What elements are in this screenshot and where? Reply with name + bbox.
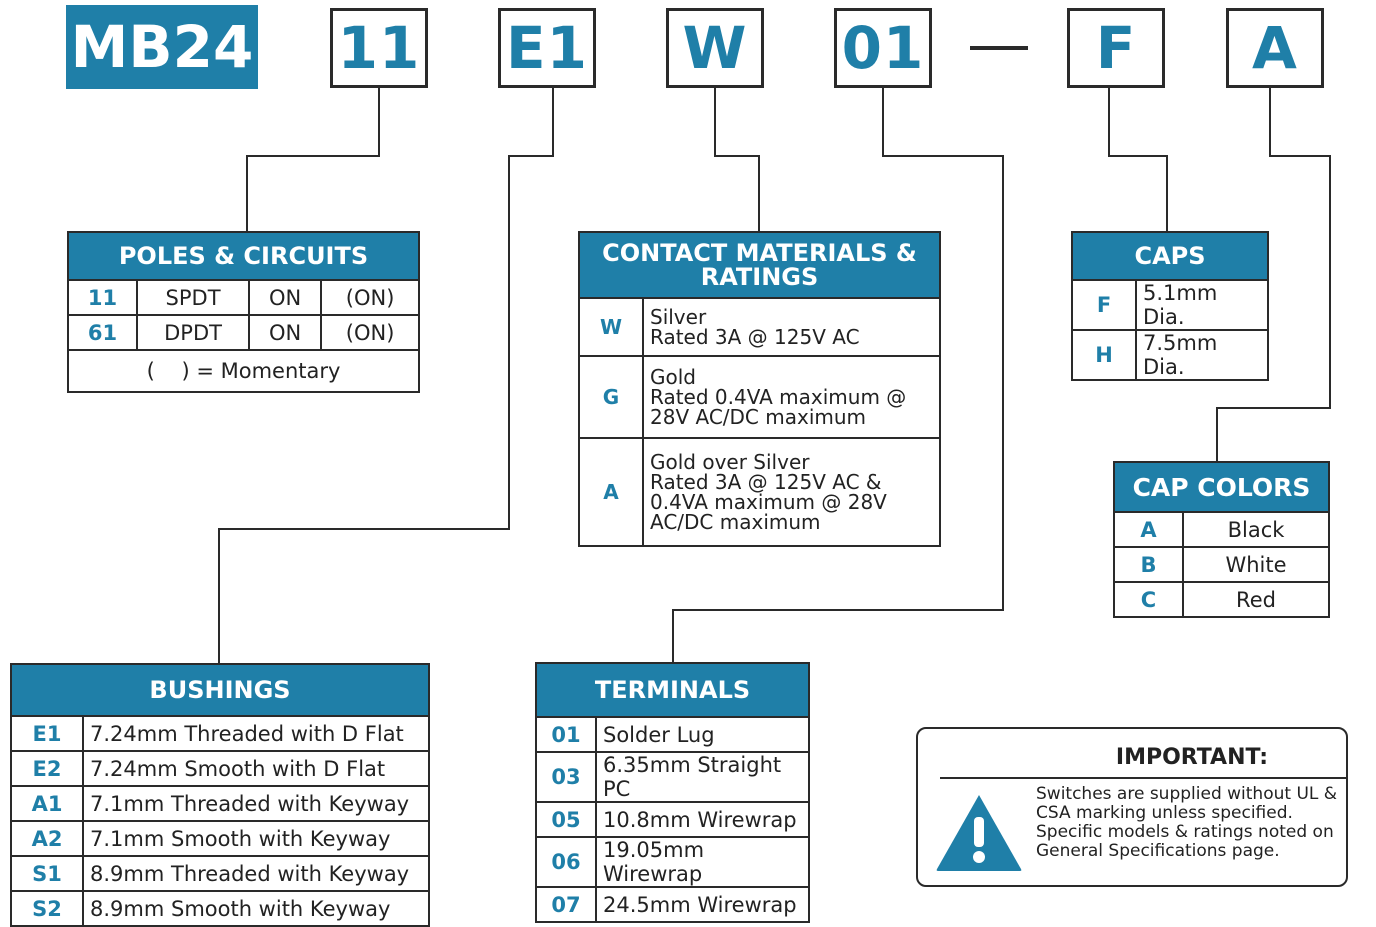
contact-code: W	[579, 298, 643, 356]
cap-color-code: C	[1114, 582, 1183, 617]
connector-contacts	[758, 155, 760, 231]
pole-position-1: ON	[249, 280, 321, 315]
important-divider	[940, 777, 1346, 779]
terminal-code: 03	[536, 752, 596, 802]
cap-desc: 5.1mm Dia.	[1136, 280, 1268, 330]
table-row	[11, 856, 429, 891]
table-row	[579, 298, 940, 356]
table-row	[11, 751, 429, 786]
terminal-desc: 10.8mm Wirewrap	[596, 802, 809, 837]
table-row	[536, 887, 809, 922]
code-box-poles: 11	[330, 8, 428, 88]
table-row	[1114, 582, 1329, 617]
cap-color-code: B	[1114, 547, 1183, 582]
terminal-code: 06	[536, 837, 596, 887]
connector-caps	[1166, 155, 1168, 231]
bushings-title: BUSHINGS	[11, 664, 429, 716]
table-row	[1114, 512, 1329, 547]
pole-position-2: (ON)	[321, 315, 419, 350]
cap-code: F	[1072, 280, 1136, 330]
table-row	[536, 752, 809, 802]
connector-cap-colors	[1329, 155, 1331, 409]
connector-terminals	[672, 609, 674, 662]
connector-bushing	[508, 155, 554, 157]
bushing-code: S2	[11, 891, 83, 926]
caps-title: CAPS	[1072, 232, 1268, 280]
contact-desc: Silver Rated 3A @ 125V AC	[643, 298, 940, 356]
connector-cap-colors	[1269, 88, 1271, 156]
pole-position-1: ON	[249, 315, 321, 350]
bushing-desc: 7.24mm Smooth with D Flat	[83, 751, 429, 786]
table-row	[579, 356, 940, 438]
part-prefix: MB24	[66, 5, 258, 89]
connector-cap-colors	[1216, 407, 1331, 409]
code-box-caps: F	[1067, 8, 1165, 88]
important-title: IMPORTANT:	[1115, 745, 1269, 770]
table-row	[536, 717, 809, 752]
terminal-desc: 24.5mm Wirewrap	[596, 887, 809, 922]
bushing-code: A2	[11, 821, 83, 856]
cap-code: H	[1072, 330, 1136, 380]
table-row	[11, 786, 429, 821]
table-row	[11, 821, 429, 856]
poles-circuits-table	[67, 231, 420, 393]
connector-terminals	[882, 155, 1004, 157]
important-text: Switches are supplied without UL & CSA marking unless specified. Specific models & ratings noted on General Specifications page.	[1036, 784, 1338, 861]
contact-desc: Gold over Silver Rated 3A @ 125V AC & 0.4VA maximum @ 28V AC/DC maximum	[643, 438, 940, 546]
terminal-code: 05	[536, 802, 596, 837]
terminal-desc: 6.35mm Straight PC	[596, 752, 809, 802]
terminal-desc: 19.05mm Wirewrap	[596, 837, 809, 887]
connector-terminals	[1002, 155, 1004, 611]
bushing-desc: 8.9mm Smooth with Keyway	[83, 891, 429, 926]
cap-colors-title: CAP COLORS	[1114, 462, 1329, 512]
terminals-table	[535, 662, 810, 923]
connector-bushing	[218, 528, 220, 663]
connector-poles	[246, 155, 248, 231]
code-box-contacts: W	[666, 8, 764, 88]
pole-type: DPDT	[137, 315, 249, 350]
caps-table	[1071, 231, 1269, 381]
table-row	[1072, 330, 1268, 380]
contact-code: A	[579, 438, 643, 546]
connector-caps	[1108, 88, 1110, 156]
cap-color-name: Red	[1183, 582, 1329, 617]
connector-contacts	[714, 155, 760, 157]
table-row	[11, 891, 429, 926]
momentary-note: ( ) = Momentary	[68, 350, 419, 392]
code-box-terminals: 01	[834, 8, 932, 88]
connector-cap-colors	[1216, 407, 1218, 461]
table-row	[1072, 280, 1268, 330]
terminals-title: TERMINALS	[536, 663, 809, 717]
bushings-table	[10, 663, 430, 927]
bushing-desc: 7.24mm Threaded with D Flat	[83, 716, 429, 751]
bushing-desc: 7.1mm Smooth with Keyway	[83, 821, 429, 856]
terminal-code: 07	[536, 887, 596, 922]
table-row	[536, 802, 809, 837]
cap-desc: 7.5mm Dia.	[1136, 330, 1268, 380]
poles-circuits-title: POLES & CIRCUITS	[68, 232, 419, 280]
cap-colors-table	[1113, 461, 1330, 618]
contacts-title: CONTACT MATERIALS & RATINGS	[579, 232, 940, 298]
contacts-table	[578, 231, 941, 547]
pole-code: 61	[68, 315, 137, 350]
warning-icon	[934, 791, 1024, 873]
connector-terminals	[672, 609, 1004, 611]
connector-bushing	[552, 88, 554, 156]
cap-color-name: White	[1183, 547, 1329, 582]
bushing-code: E2	[11, 751, 83, 786]
table-row	[68, 350, 419, 392]
table-row	[579, 438, 940, 546]
connector-bushing	[508, 155, 510, 530]
bushing-code: A1	[11, 786, 83, 821]
pole-position-2: (ON)	[321, 280, 419, 315]
cap-color-name: Black	[1183, 512, 1329, 547]
connector-poles	[246, 155, 380, 157]
bushing-code: S1	[11, 856, 83, 891]
pole-code: 11	[68, 280, 137, 315]
code-box-cap-colors: A	[1226, 8, 1324, 88]
terminal-code: 01	[536, 717, 596, 752]
connector-contacts	[714, 88, 716, 156]
pole-type: SPDT	[137, 280, 249, 315]
table-row	[1114, 547, 1329, 582]
connector-poles	[378, 88, 380, 156]
contact-code: G	[579, 356, 643, 438]
cap-color-code: A	[1114, 512, 1183, 547]
terminal-desc: Solder Lug	[596, 717, 809, 752]
separator-dash	[970, 46, 1028, 50]
table-row	[68, 280, 419, 315]
contact-desc: Gold Rated 0.4VA maximum @ 28V AC/DC maximum	[643, 356, 940, 438]
bushing-code: E1	[11, 716, 83, 751]
table-row	[536, 837, 809, 887]
connector-cap-colors	[1269, 155, 1331, 157]
important-notice	[916, 727, 1348, 887]
bushing-desc: 7.1mm Threaded with Keyway	[83, 786, 429, 821]
code-box-bushing: E1	[498, 8, 596, 88]
connector-caps	[1108, 155, 1168, 157]
connector-bushing	[218, 528, 510, 530]
connector-terminals	[882, 88, 884, 156]
table-row	[68, 315, 419, 350]
table-row	[11, 716, 429, 751]
bushing-desc: 8.9mm Threaded with Keyway	[83, 856, 429, 891]
